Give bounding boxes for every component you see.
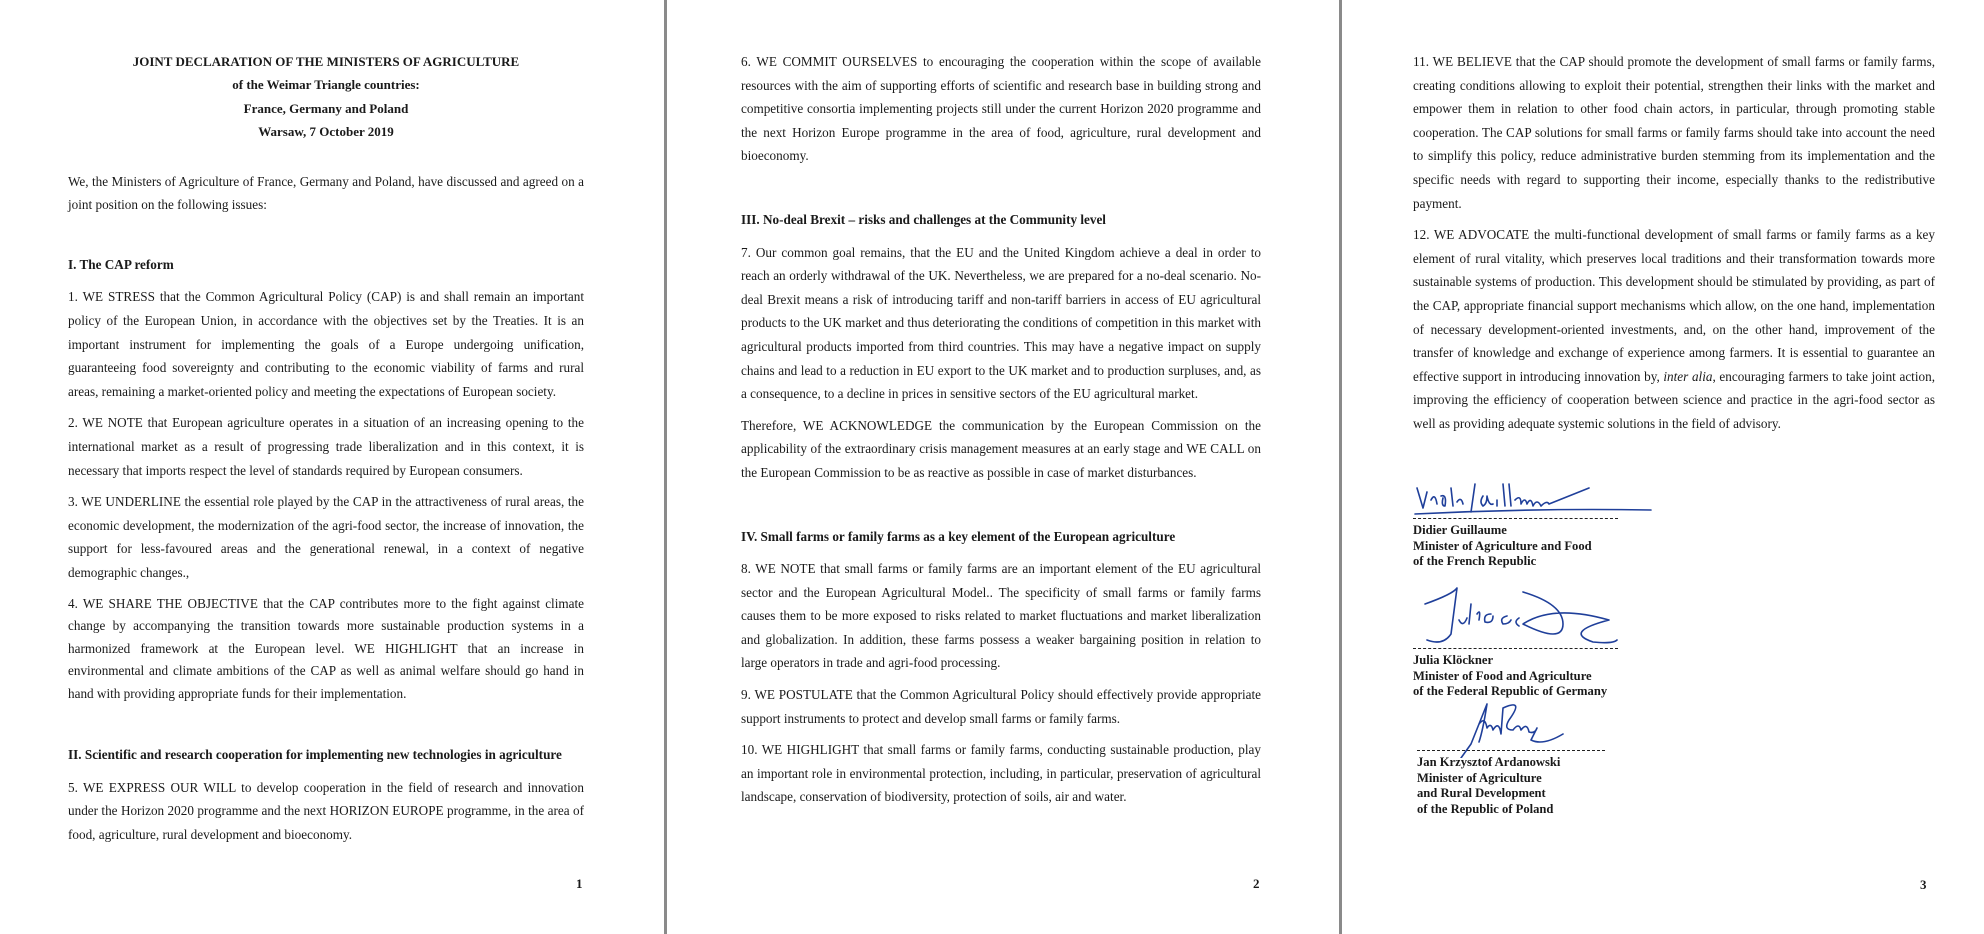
paragraph-12-part-b: , encouraging farmers to take joint action, improving the efficiency of cooperation between science and practice in the agri-food sector as well as providing adequate systemic solutions in the field of advisory. [1413, 368, 1935, 431]
signatory-name: Didier Guillaume [1413, 523, 1507, 537]
signatory-poland [1417, 755, 1773, 817]
page-2-content [741, 50, 1261, 817]
signature-line [1413, 518, 1618, 519]
document-page-1 [0, 0, 664, 934]
paragraph-3: 3. WE UNDERLINE the essential role played by the CAP in the attractiveness of rural areas, the economic development, the modernization of the agri-food sector, the increase of innovation, the support for less-favoured areas and the generational renewal, in a context of negative demographic changes., [68, 494, 584, 580]
page-number-1: 1 [576, 876, 583, 891]
signature-line [1413, 648, 1618, 649]
paragraph-11: 11. WE BELIEVE that the CAP should promote the development of small farms or family farms, creating conditions allowing to exploit their potential, strengthen their links with the market and empower them in relation to other food chain actors, in particular, through promoting stable cooperation. The CAP solutions for small farms or family farms should take into account the need to simplify this policy, reduce administrative burden stemming from its implementation and the specific needs with regard to supporting their income, especially thanks to the redistributive payment. [1413, 54, 1935, 211]
paragraph-5: 5. WE EXPRESS OUR WILL to develop cooperation in the field of research and innovation under the Horizon 2020 programme and the next HORIZON EUROPE programme, in the area of food, agriculture, rural development and bioeconomy. [68, 779, 584, 842]
paragraph-1: 1. WE STRESS that the Common Agricultural Policy (CAP) is and shall remain an important policy of the European Union, in accordance with the objectives set by the Treaties. It is an important instrument for implementing the goals of a Europe undergoing unification, guaranteeing food sovereignty and contributing to the economic viability of farms and rural areas, remaining a market-oriented policy and meeting the expectations of European society. [68, 289, 584, 399]
title-date-line: Warsaw, 7 October 2019 [258, 124, 394, 140]
page-3-content [1413, 50, 1935, 444]
signatory-country: of the Federal Republic of Germany [1413, 684, 1608, 699]
title-line-3: France, Germany and Poland [243, 100, 409, 116]
intro-paragraph: We, the Ministers of Agriculture of France, Germany and Poland, have discussed and agreed on a joint position on the following issues: [68, 173, 584, 213]
signatory-germany [1413, 653, 1773, 700]
paragraph-9: 9. WE POSTULATE that the Common Agricultural Policy should effectively provide appropriate support instruments to protect and develop small farms or family farms. [741, 687, 1261, 726]
signatory-france [1413, 523, 1773, 570]
signature-kloeckner-icon [1413, 584, 1673, 650]
paragraph-10: 10. WE HIGHLIGHT that small farms or family farms, conducting sustainable production, play an important role in environmental protection, including, in particular, preservation of agricultural landscape, conservation of biodiversity, protection of soils, air and water. [741, 742, 1261, 805]
section-heading-1: I. The CAP reform [68, 256, 174, 272]
signatory-role-continued: and Rural Development [1417, 786, 1546, 801]
paragraph-12 [1413, 223, 1935, 435]
signature-block-poland [1413, 700, 1773, 817]
document-page-3 [1342, 0, 1984, 934]
section-heading-4: IV. Small farms or family farms as a key element of the European agriculture [741, 528, 1176, 544]
signatory-role: Minister of Agriculture [1417, 770, 1542, 785]
signatory-country: of the Republic of Poland [1417, 801, 1554, 816]
document-page-2 [667, 0, 1339, 934]
paragraph-4: 4. WE SHARE THE OBJECTIVE that the CAP contributes more to the fight against climate change by accompanying the transition towards more sustainable production systems in a harmonized framework at the European level. WE HIGHLIGHT that an increase in environmental and climate ambitions of the CAP as well as animal welfare should go hand in hand with providing appropriate funds for their implementation. [68, 595, 584, 701]
title-line-2: of the Weimar Triangle countries: [232, 77, 420, 93]
page-number-3: 3 [1920, 877, 1927, 892]
declaration-title [68, 50, 584, 144]
signature-block-germany [1413, 584, 1773, 700]
page-1-content [68, 50, 584, 854]
paragraph-8: 8. WE NOTE that small farms or family farms are an important element of the EU agricultural sector and the European Agricultural Model.. The specificity of small farms or family farms causes them to be more exposed to risks related to market fluctuations and market liberalization and globalization. In addition, these farms possess a weaker bargaining position in relation to large operators in trade and agri-food processing. [741, 561, 1261, 671]
page-number-2: 2 [1253, 876, 1260, 891]
signature-line [1417, 750, 1605, 751]
paragraph-7-therefore: Therefore, WE ACKNOWLEDGE the communication by the European Commission on the applicability of the extraordinary crisis management measures at an early stage and WE CALL on the European Commission to be as reactive as possible in case of market disturbances. [741, 417, 1261, 480]
signatory-role: Minister of Food and Agriculture [1413, 668, 1592, 683]
signatory-role: Minister of Agriculture and Food [1413, 538, 1592, 553]
signatory-name: Julia Klöckner [1413, 653, 1494, 667]
signature-block-france [1413, 478, 1773, 570]
section-heading-3: III. No-deal Brexit – risks and challenges at the Community level [741, 211, 1106, 227]
paragraph-7: 7. Our common goal remains, that the EU and the United Kingdom achieve a deal in order to reach an orderly withdrawal of the UK. Nevertheless, we are prepared for a no-deal scenario. No-deal Brexit means a risk of introducing tariff and non-tariff barriers in access of EU agricultural products to the UK market and thus deteriorating the conditions of competition in this market with agricultural products imported from third countries. This may have a negative impact on supply chains and lead to a reduction in EU export to the UK market and to production surpluses, and, as a consequence, to a decline in prices in sensitive sectors of the EU agricultural market. [741, 244, 1261, 402]
signature-guillaume-icon [1413, 478, 1673, 518]
section-heading-2: II. Scientific and research cooperation for implementing new technologies in agriculture [68, 747, 562, 763]
signatory-country: of the French Republic [1413, 554, 1537, 569]
paragraph-6: 6. WE COMMIT OURSELVES to encouraging the cooperation within the scope of available resources with the aim of supporting efforts of scientific and research base in building strong and competitive consortia implementing projects still under the current Horizon 2020 programme and the next Horizon Europe programme in the area of food, agriculture, rural development and bioeconomy. [741, 54, 1261, 164]
paragraph-2: 2. WE NOTE that European agriculture operates in a situation of an increasing opening to the international market as a result of progressing trade liberalization and in this context, it is necessary that imports respect the level of standards required by European consumers. [68, 415, 584, 478]
signatory-name: Jan Krzysztof Ardanowski [1417, 755, 1561, 769]
title-line-1: JOINT DECLARATION OF THE MINISTERS OF AGRICULTURE [132, 54, 520, 69]
paragraph-12-italic: inter alia [1663, 368, 1713, 384]
paragraph-12-part-a: 12. WE ADVOCATE the multi-functional development of small farms or family farms as a key element of rural vitality, which preserves local traditions and their transformation towards more sustainable systems of production. This development should be stimulated by providing, as part of the CAP, appropriate financial support mechanisms which allow, on the one hand, implementation of necessary development-oriented investments, and, on the other hand, improvement of the transfer of knowledge and exchange of experience among farmers. It is essential to guarantee an effective support in introducing innovation by, [1413, 227, 1935, 384]
